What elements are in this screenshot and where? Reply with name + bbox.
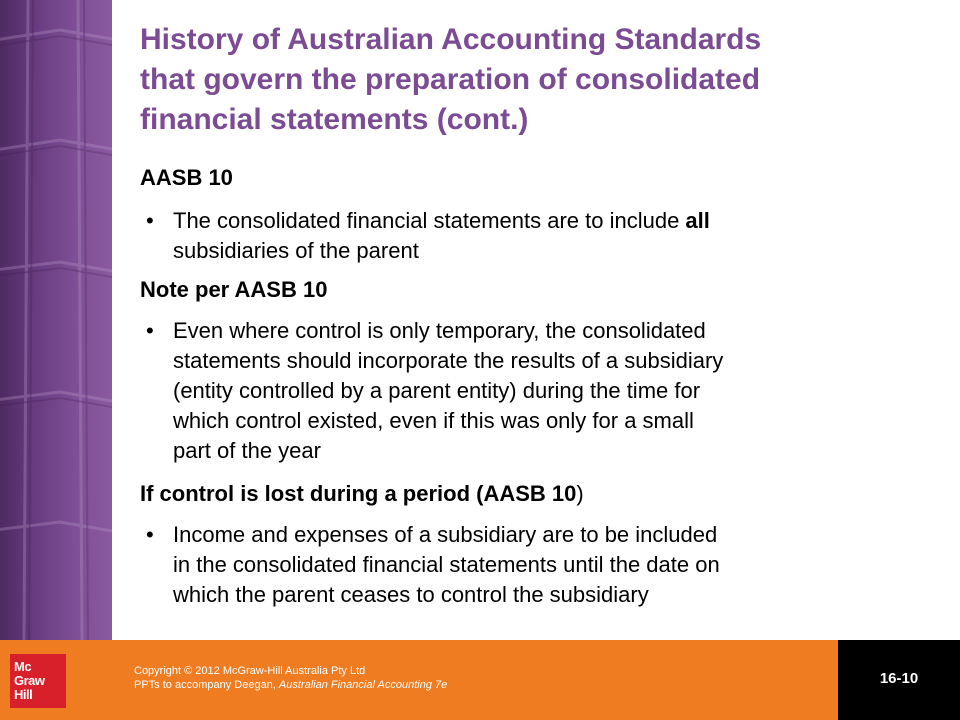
section-heading-aasb10: AASB 10 — [140, 165, 233, 190]
slide-number-area — [838, 640, 960, 720]
emphasis-text: all — [685, 208, 710, 233]
heading-text: If control is lost during a period (AASB 10 — [140, 481, 577, 506]
bullet-text — [173, 206, 930, 266]
bullet-line — [173, 206, 930, 236]
bullet-line: which control existed, even if this was only for a small — [173, 408, 694, 433]
bullet-line-text: The consolidated financial statements are to include — [173, 208, 686, 233]
bullet-line: Even where control is only temporary, the consolidated — [173, 318, 706, 343]
bullet-item — [140, 206, 930, 266]
slide-number: 16-10 — [879, 670, 919, 687]
bullet-icon: • — [146, 522, 154, 547]
section-heading-note: Note per AASB 10 — [140, 277, 328, 302]
copyright-text: PPTs to accompany Deegan, — [134, 679, 279, 691]
bullet-line: Income and expenses of a subsidiary are to be included — [173, 522, 718, 547]
bullet-item — [140, 520, 930, 610]
bullet-icon: • — [146, 208, 154, 233]
slide-title — [140, 20, 940, 140]
bullet-icon: • — [146, 318, 154, 343]
bullet-text — [173, 520, 930, 610]
grid-texture-image — [0, 0, 112, 640]
copyright-line — [134, 678, 447, 692]
bullet-line: statements should incorporate the results of a subsidiary — [173, 348, 724, 373]
title-line: that govern the preparation of consolidated — [140, 63, 761, 96]
copyright-line: Copyright © 2012 McGraw-Hill Australia Pty Ltd — [134, 665, 366, 677]
bullet-line: subsidiaries of the parent — [173, 238, 419, 263]
bullet-line: in the consolidated financial statements until the date on — [173, 552, 720, 577]
bullet-item — [140, 316, 930, 466]
logo-text: Hill — [14, 687, 33, 702]
book-title: Australian Financial Accounting 7e — [278, 679, 448, 691]
bullet-line: part of the year — [173, 438, 321, 463]
title-line: History of Australian Accounting Standards — [140, 23, 762, 56]
bullet-text — [173, 316, 930, 466]
mcgraw-hill-logo — [10, 654, 66, 708]
slide-footer — [0, 640, 960, 720]
side-decorative-panel — [0, 0, 112, 640]
heading-tail: ) — [576, 481, 584, 506]
footer-logo-area — [0, 640, 112, 720]
title-line: financial statements (cont.) — [140, 103, 529, 136]
logo-text: Mc — [14, 659, 32, 674]
logo-text: Graw — [14, 673, 45, 688]
bullet-line: which the parent ceases to control the subsidiary — [173, 582, 649, 607]
copyright-notice — [134, 664, 447, 692]
bullet-line: (entity controlled by a parent entity) during the time for — [173, 378, 701, 403]
section-heading-control-lost — [140, 480, 584, 508]
